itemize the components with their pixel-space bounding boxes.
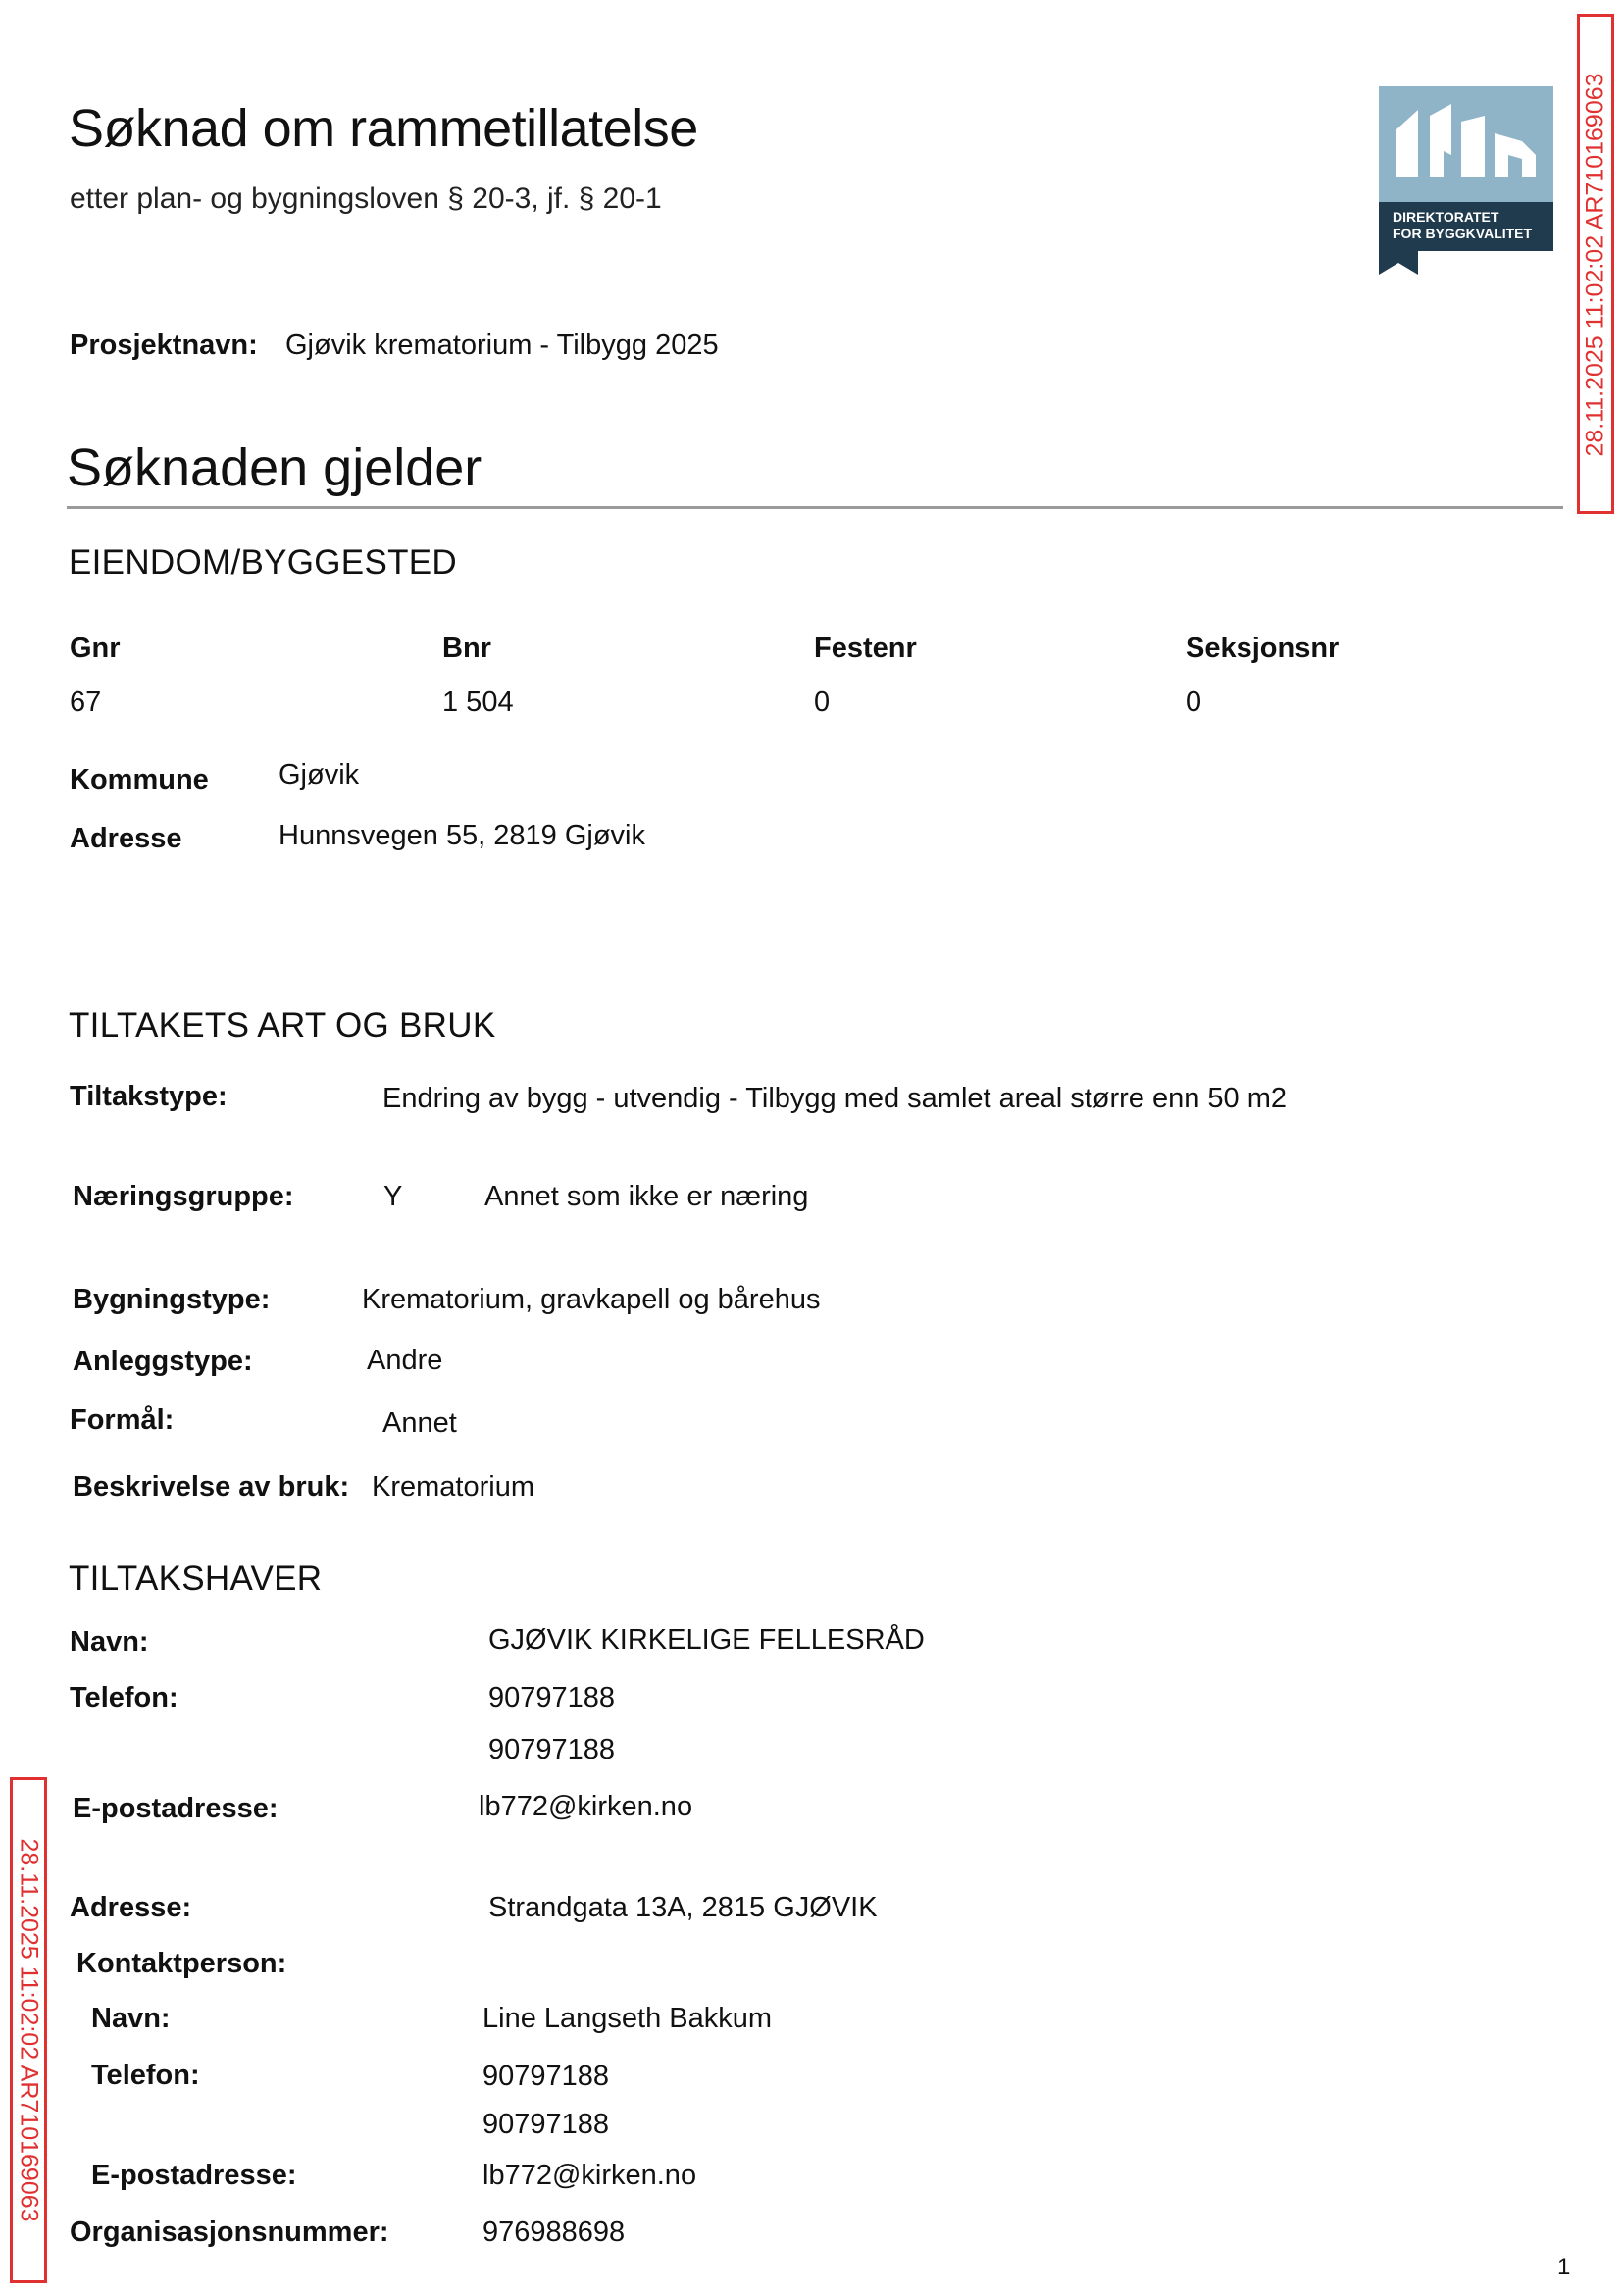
logo-text-line2: FOR BYGGKVALITET [1393,226,1533,241]
beskrivelse-bruk-value: Krematorium [372,1471,534,1503]
tiltakshaver-heading: TILTAKSHAVER [69,1559,323,1598]
bygningstype-label: Bygningstype: [73,1284,271,1315]
beskrivelse-bruk-label: Beskrivelse av bruk: [73,1471,350,1503]
kontakt-telefon-value-1: 90797188 [482,2061,610,2092]
eiendom-heading: EIENDOM/BYGGESTED [69,543,457,582]
anleggstype-value: Andre [367,1345,443,1376]
tiltakshaver-navn-value: GJØVIK KIRKELIGE FELLESRÅD [488,1624,925,1656]
organisasjonsnummer-label: Organisasjonsnummer: [70,2217,389,2248]
kontakt-epost-value: lb772@kirken.no [482,2160,697,2191]
kommune-value: Gjøvik [279,759,360,790]
festenr-label: Festenr [814,633,917,664]
naeringsgruppe-label: Næringsgruppe: [73,1181,294,1212]
document-title: Søknad om rammetillatelse [69,99,698,158]
adresse-value: Hunnsvegen 55, 2819 Gjøvik [279,820,645,851]
kontakt-epost-label: E-postadresse: [91,2160,297,2191]
naeringsgruppe-value: Annet som ikke er næring [484,1181,809,1212]
section-title: Søknaden gjelder [67,438,482,497]
stamp-text-top: 28.11.2025 11:02:02 AR710169063 [1581,73,1609,457]
logo-text-line1: DIREKTORATET [1393,209,1499,225]
bnr-label: Bnr [442,633,491,664]
kontakt-navn-label: Navn: [91,2003,171,2034]
page-number: 1 [1557,2254,1571,2280]
gnr-label: Gnr [70,633,121,664]
festenr-value: 0 [814,687,831,718]
seksjonsnr-label: Seksjonsnr [1186,633,1340,664]
kontakt-navn-value: Line Langseth Bakkum [482,2003,773,2034]
tiltakshaver-telefon-value-1: 90797188 [488,1682,616,1713]
bygningstype-value: Krematorium, gravkapell og bårehus [362,1284,821,1315]
section-divider [67,506,1563,509]
organisasjonsnummer-value: 976988698 [482,2217,626,2248]
kommune-label: Kommune [70,764,209,795]
tiltakshaver-telefon-label: Telefon: [70,1682,178,1713]
gnr-value: 67 [70,687,102,718]
naeringsgruppe-code: Y [383,1181,403,1212]
kontakt-telefon-label: Telefon: [91,2060,200,2091]
tiltakshaver-epost-label: E-postadresse: [73,1793,279,1824]
tiltakshaver-telefon-value-2: 90797188 [488,1734,616,1765]
kontaktperson-label: Kontaktperson: [76,1948,287,1979]
anleggstype-label: Anleggstype: [73,1346,253,1377]
seksjonsnr-value: 0 [1186,687,1202,718]
project-label: Prosjektnavn: [70,330,258,361]
tiltakstype-label: Tiltakstype: [70,1081,228,1112]
adresse-label: Adresse [70,823,182,854]
formaal-label: Formål: [70,1404,175,1436]
tiltakshaver-navn-label: Navn: [70,1626,149,1657]
tiltakshaver-epost-value: lb772@kirken.no [479,1791,693,1822]
project-value: Gjøvik krematorium - Tilbygg 2025 [285,330,719,361]
kontakt-telefon-value-2: 90797188 [482,2109,610,2140]
tiltakstype-value: Endring av bygg - utvendig - Tilbygg med samlet areal større enn 50 m2 [382,1083,1288,1114]
tiltak-heading: TILTAKETS ART OG BRUK [69,1006,496,1045]
bnr-value: 1 504 [442,687,514,718]
formaal-value: Annet [382,1407,457,1439]
stamp-text-bottom: 28.11.2025 11:02:02 AR710169063 [15,1838,43,2222]
document-subtitle: etter plan- og bygningsloven § 20-3, jf. § 20-1 [70,182,662,215]
tiltakshaver-adresse-label: Adresse: [70,1892,192,1923]
dibk-logo [1379,86,1553,275]
tiltakshaver-adresse-value: Strandgata 13A, 2815 GJØVIK [488,1892,878,1923]
